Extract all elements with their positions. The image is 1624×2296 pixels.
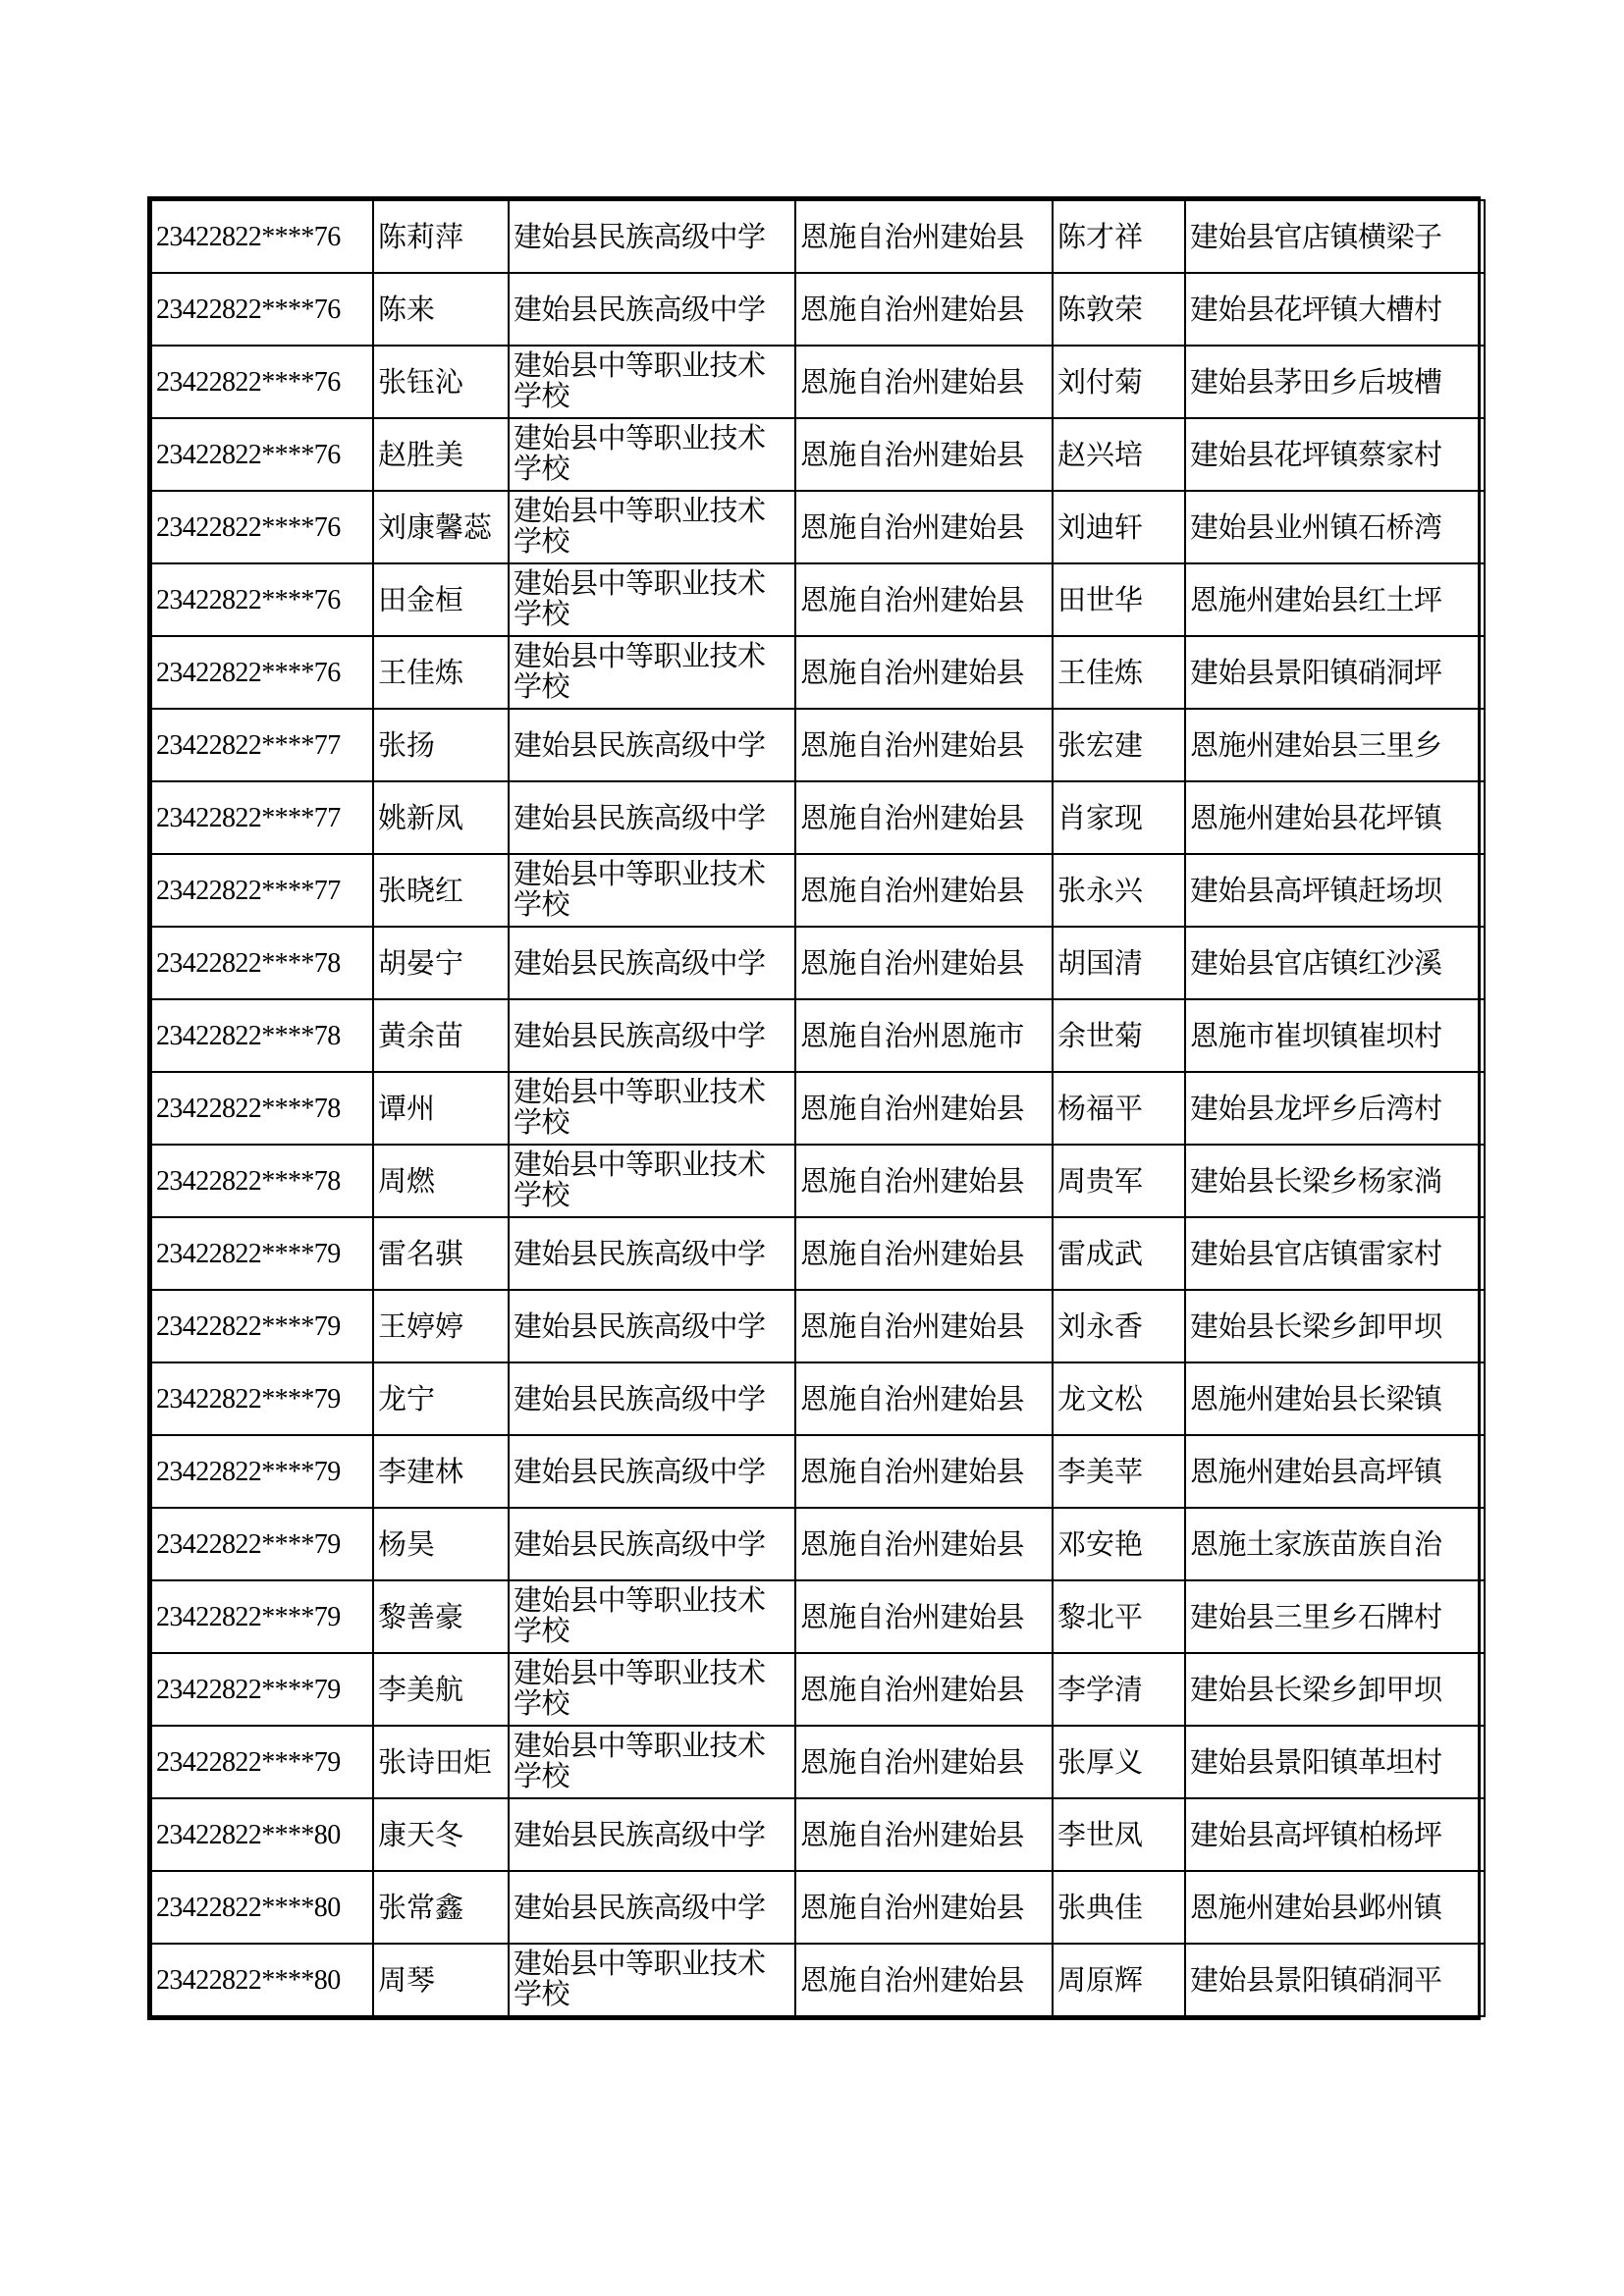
guardian-name-cell: 李世凤: [1053, 1798, 1185, 1871]
table-row: [151, 491, 1485, 563]
guardian-name-cell: 邓安艳: [1053, 1508, 1185, 1580]
school-cell: 建始县中等职业技术学校: [509, 1072, 795, 1145]
student-name-cell: 赵胜美: [373, 418, 509, 491]
region-cell: 恩施自治州建始县: [795, 1145, 1053, 1217]
address-cell: 建始县业州镇石桥湾: [1185, 491, 1485, 563]
student-name-cell: 刘康馨蕊: [373, 491, 509, 563]
address-cell: 恩施土家族苗族自治: [1185, 1508, 1485, 1580]
address-cell: 建始县高坪镇柏杨坪: [1185, 1798, 1485, 1871]
region-cell: 恩施自治州建始县: [795, 1580, 1053, 1653]
school-cell: 建始县中等职业技术学校: [509, 491, 795, 563]
region-cell: 恩施自治州建始县: [795, 418, 1053, 491]
school-cell: 建始县中等职业技术学校: [509, 346, 795, 418]
id-number-cell: 23422822****80: [151, 1871, 373, 1944]
school-cell: 建始县民族高级中学: [509, 1362, 795, 1435]
table-row: [151, 1145, 1485, 1217]
guardian-name-cell: 张典佳: [1053, 1871, 1185, 1944]
id-number-cell: 23422822****76: [151, 563, 373, 636]
id-number-cell: 23422822****77: [151, 781, 373, 854]
student-name-cell: 陈来: [373, 273, 509, 346]
student-name-cell: 李美航: [373, 1653, 509, 1726]
guardian-name-cell: 龙文松: [1053, 1362, 1185, 1435]
student-name-cell: 雷名骐: [373, 1217, 509, 1290]
student-name-cell: 杨昊: [373, 1508, 509, 1580]
school-cell: 建始县中等职业技术学校: [509, 1145, 795, 1217]
table-row: [151, 273, 1485, 346]
region-cell: 恩施自治州建始县: [795, 1871, 1053, 1944]
id-number-cell: 23422822****76: [151, 491, 373, 563]
address-cell: 建始县龙坪乡后湾村: [1185, 1072, 1485, 1145]
student-name-cell: 李建林: [373, 1435, 509, 1508]
table-row: [151, 1362, 1485, 1435]
guardian-name-cell: 张宏建: [1053, 709, 1185, 781]
address-cell: 建始县花坪镇蔡家村: [1185, 418, 1485, 491]
region-cell: 恩施自治州建始县: [795, 636, 1053, 709]
address-cell: 建始县三里乡石牌村: [1185, 1580, 1485, 1653]
address-cell: 建始县花坪镇大槽村: [1185, 273, 1485, 346]
table-row: [151, 418, 1485, 491]
id-number-cell: 23422822****76: [151, 273, 373, 346]
address-cell: 建始县茅田乡后坡槽: [1185, 346, 1485, 418]
address-cell: 恩施州建始县邺州镇: [1185, 1871, 1485, 1944]
id-number-cell: 23422822****79: [151, 1726, 373, 1798]
student-name-cell: 谭州: [373, 1072, 509, 1145]
table-row: [151, 200, 1485, 273]
id-number-cell: 23422822****78: [151, 1145, 373, 1217]
guardian-name-cell: 刘付菊: [1053, 346, 1185, 418]
address-cell: 建始县长梁乡卸甲坝: [1185, 1653, 1485, 1726]
id-number-cell: 23422822****76: [151, 636, 373, 709]
id-number-cell: 23422822****79: [151, 1653, 373, 1726]
table-row: [151, 1726, 1485, 1798]
table-row: [151, 1798, 1485, 1871]
address-cell: 恩施州建始县三里乡: [1185, 709, 1485, 781]
address-cell: 建始县景阳镇革坦村: [1185, 1726, 1485, 1798]
guardian-name-cell: 陈敦荣: [1053, 273, 1185, 346]
school-cell: 建始县民族高级中学: [509, 1290, 795, 1362]
student-name-cell: 康天冬: [373, 1798, 509, 1871]
guardian-name-cell: 陈才祥: [1053, 200, 1185, 273]
table-row: [151, 563, 1485, 636]
document-page: [147, 196, 1481, 2020]
address-cell: 恩施州建始县高坪镇: [1185, 1435, 1485, 1508]
school-cell: 建始县民族高级中学: [509, 1217, 795, 1290]
table-row: [151, 781, 1485, 854]
address-cell: 建始县长梁乡杨家淌: [1185, 1145, 1485, 1217]
region-cell: 恩施自治州恩施市: [795, 999, 1053, 1072]
student-name-cell: 田金桓: [373, 563, 509, 636]
school-cell: 建始县民族高级中学: [509, 1508, 795, 1580]
id-number-cell: 23422822****80: [151, 1944, 373, 2016]
school-cell: 建始县中等职业技术学校: [509, 1653, 795, 1726]
id-number-cell: 23422822****80: [151, 1798, 373, 1871]
address-cell: 建始县官店镇横梁子: [1185, 200, 1485, 273]
address-cell: 建始县高坪镇赶场坝: [1185, 854, 1485, 927]
address-cell: 建始县景阳镇硝洞平: [1185, 1944, 1485, 2016]
id-number-cell: 23422822****79: [151, 1290, 373, 1362]
id-number-cell: 23422822****78: [151, 927, 373, 999]
guardian-name-cell: 周贵军: [1053, 1145, 1185, 1217]
guardian-name-cell: 李学清: [1053, 1653, 1185, 1726]
school-cell: 建始县中等职业技术学校: [509, 1580, 795, 1653]
school-cell: 建始县中等职业技术学校: [509, 854, 795, 927]
region-cell: 恩施自治州建始县: [795, 1290, 1053, 1362]
region-cell: 恩施自治州建始县: [795, 1944, 1053, 2016]
school-cell: 建始县民族高级中学: [509, 709, 795, 781]
school-cell: 建始县中等职业技术学校: [509, 636, 795, 709]
id-number-cell: 23422822****79: [151, 1580, 373, 1653]
address-cell: 恩施州建始县长梁镇: [1185, 1362, 1485, 1435]
school-cell: 建始县中等职业技术学校: [509, 418, 795, 491]
id-number-cell: 23422822****79: [151, 1362, 373, 1435]
table-body: [151, 200, 1485, 2016]
region-cell: 恩施自治州建始县: [795, 1726, 1053, 1798]
student-name-cell: 张常鑫: [373, 1871, 509, 1944]
school-cell: 建始县民族高级中学: [509, 781, 795, 854]
region-cell: 恩施自治州建始县: [795, 1508, 1053, 1580]
region-cell: 恩施自治州建始县: [795, 1217, 1053, 1290]
address-cell: 建始县长梁乡卸甲坝: [1185, 1290, 1485, 1362]
table-row: [151, 1435, 1485, 1508]
student-roster-table: [150, 199, 1486, 2017]
region-cell: 恩施自治州建始县: [795, 709, 1053, 781]
id-number-cell: 23422822****77: [151, 709, 373, 781]
guardian-name-cell: 雷成武: [1053, 1217, 1185, 1290]
region-cell: 恩施自治州建始县: [795, 1653, 1053, 1726]
school-cell: 建始县民族高级中学: [509, 273, 795, 346]
address-cell: 恩施州建始县花坪镇: [1185, 781, 1485, 854]
table-row: [151, 709, 1485, 781]
table-row: [151, 1580, 1485, 1653]
id-number-cell: 23422822****79: [151, 1435, 373, 1508]
table-row: [151, 927, 1485, 999]
id-number-cell: 23422822****79: [151, 1217, 373, 1290]
region-cell: 恩施自治州建始县: [795, 563, 1053, 636]
region-cell: 恩施自治州建始县: [795, 927, 1053, 999]
school-cell: 建始县民族高级中学: [509, 1871, 795, 1944]
student-name-cell: 周燃: [373, 1145, 509, 1217]
guardian-name-cell: 刘迪轩: [1053, 491, 1185, 563]
student-name-cell: 张钰沁: [373, 346, 509, 418]
guardian-name-cell: 余世菊: [1053, 999, 1185, 1072]
id-number-cell: 23422822****79: [151, 1508, 373, 1580]
student-name-cell: 姚新凤: [373, 781, 509, 854]
table-row: [151, 1290, 1485, 1362]
guardian-name-cell: 肖家现: [1053, 781, 1185, 854]
table-row: [151, 636, 1485, 709]
address-cell: 建始县景阳镇硝洞坪: [1185, 636, 1485, 709]
address-cell: 恩施市崔坝镇崔坝村: [1185, 999, 1485, 1072]
id-number-cell: 23422822****77: [151, 854, 373, 927]
table-row: [151, 1871, 1485, 1944]
guardian-name-cell: 王佳炼: [1053, 636, 1185, 709]
id-number-cell: 23422822****76: [151, 418, 373, 491]
guardian-name-cell: 田世华: [1053, 563, 1185, 636]
school-cell: 建始县民族高级中学: [509, 200, 795, 273]
table-row: [151, 1072, 1485, 1145]
guardian-name-cell: 赵兴培: [1053, 418, 1185, 491]
region-cell: 恩施自治州建始县: [795, 1072, 1053, 1145]
school-cell: 建始县中等职业技术学校: [509, 563, 795, 636]
school-cell: 建始县民族高级中学: [509, 1435, 795, 1508]
student-name-cell: 张扬: [373, 709, 509, 781]
guardian-name-cell: 胡国清: [1053, 927, 1185, 999]
id-number-cell: 23422822****76: [151, 200, 373, 273]
region-cell: 恩施自治州建始县: [795, 200, 1053, 273]
student-name-cell: 王佳炼: [373, 636, 509, 709]
address-cell: 建始县官店镇雷家村: [1185, 1217, 1485, 1290]
region-cell: 恩施自治州建始县: [795, 491, 1053, 563]
table-row: [151, 999, 1485, 1072]
student-name-cell: 周琴: [373, 1944, 509, 2016]
guardian-name-cell: 黎北平: [1053, 1580, 1185, 1653]
id-number-cell: 23422822****78: [151, 999, 373, 1072]
school-cell: 建始县民族高级中学: [509, 999, 795, 1072]
student-name-cell: 黎善豪: [373, 1580, 509, 1653]
student-name-cell: 张晓红: [373, 854, 509, 927]
school-cell: 建始县中等职业技术学校: [509, 1726, 795, 1798]
address-cell: 恩施州建始县红土坪: [1185, 563, 1485, 636]
student-name-cell: 黄余苗: [373, 999, 509, 1072]
student-name-cell: 张诗田炬: [373, 1726, 509, 1798]
student-name-cell: 王婷婷: [373, 1290, 509, 1362]
region-cell: 恩施自治州建始县: [795, 1798, 1053, 1871]
id-number-cell: 23422822****78: [151, 1072, 373, 1145]
guardian-name-cell: 杨福平: [1053, 1072, 1185, 1145]
guardian-name-cell: 刘永香: [1053, 1290, 1185, 1362]
guardian-name-cell: 张永兴: [1053, 854, 1185, 927]
table-row: [151, 1217, 1485, 1290]
guardian-name-cell: 张厚义: [1053, 1726, 1185, 1798]
address-cell: 建始县官店镇红沙溪: [1185, 927, 1485, 999]
student-name-cell: 龙宁: [373, 1362, 509, 1435]
table-row: [151, 346, 1485, 418]
table-row: [151, 854, 1485, 927]
student-name-cell: 胡晏宁: [373, 927, 509, 999]
region-cell: 恩施自治州建始县: [795, 1362, 1053, 1435]
school-cell: 建始县民族高级中学: [509, 927, 795, 999]
region-cell: 恩施自治州建始县: [795, 346, 1053, 418]
school-cell: 建始县中等职业技术学校: [509, 1944, 795, 2016]
table-row: [151, 1653, 1485, 1726]
guardian-name-cell: 李美苹: [1053, 1435, 1185, 1508]
region-cell: 恩施自治州建始县: [795, 273, 1053, 346]
table-row: [151, 1508, 1485, 1580]
student-name-cell: 陈莉萍: [373, 200, 509, 273]
region-cell: 恩施自治州建始县: [795, 1435, 1053, 1508]
guardian-name-cell: 周原辉: [1053, 1944, 1185, 2016]
school-cell: 建始县民族高级中学: [509, 1798, 795, 1871]
region-cell: 恩施自治州建始县: [795, 781, 1053, 854]
table-row: [151, 1944, 1485, 2016]
id-number-cell: 23422822****76: [151, 346, 373, 418]
region-cell: 恩施自治州建始县: [795, 854, 1053, 927]
